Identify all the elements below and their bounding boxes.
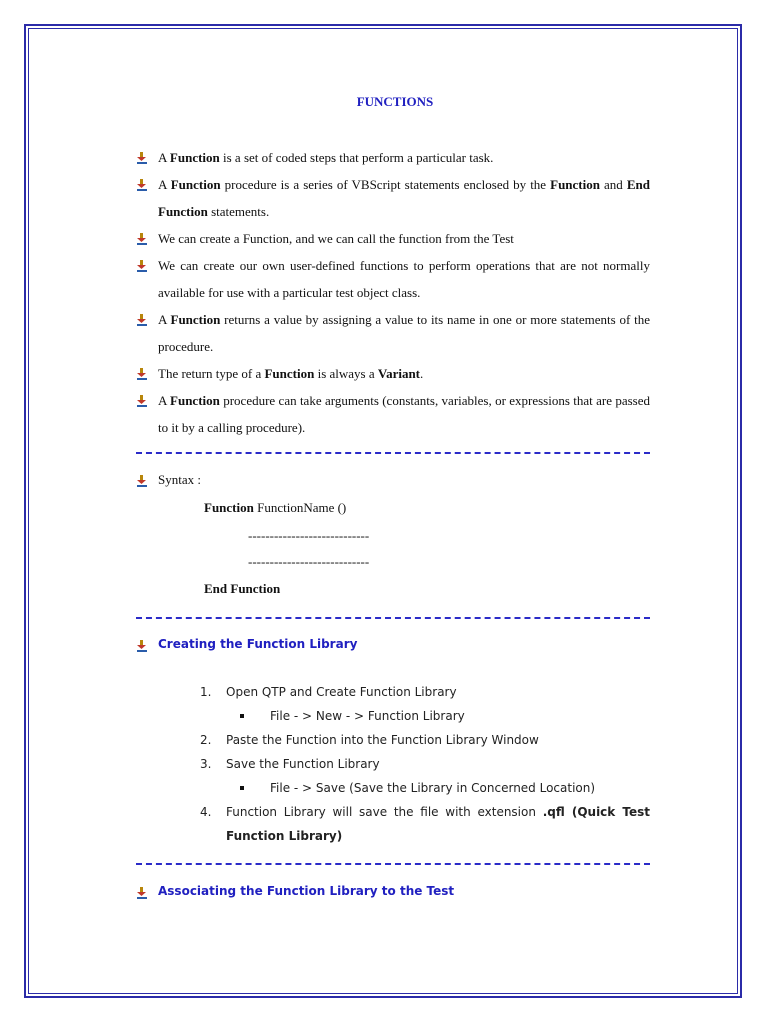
bullet-keyword: Function	[170, 177, 221, 192]
syntax-label: Syntax :	[158, 472, 201, 487]
bullet-text: statements.	[207, 204, 270, 219]
section-heading-text: Creating the Function Library	[158, 637, 358, 651]
list-item	[200, 800, 650, 848]
bullet-text: and	[599, 177, 627, 192]
square-bullet-icon	[240, 786, 244, 790]
arrow-down-bullet-icon	[136, 640, 148, 652]
arrow-down-bullet-icon	[136, 179, 148, 191]
section-heading-associating-library	[136, 884, 672, 898]
list-item	[200, 680, 650, 704]
arrow-down-bullet-icon	[136, 475, 148, 487]
bullet-item	[136, 144, 650, 171]
bullet-keyword: Variant	[377, 366, 421, 381]
syntax-body-line: ----------------------------	[248, 528, 370, 543]
bullet-keyword: Function	[170, 312, 221, 327]
page-title: FUNCTIONS	[356, 94, 434, 109]
library-steps-list	[200, 680, 650, 848]
bullet-text: procedure is a series of VBScript statements enclosed by the	[220, 177, 551, 192]
syntax-signature	[204, 500, 346, 516]
bullet-text: is a set of coded steps that perform a particular task.	[219, 150, 494, 165]
bullet-text: A	[158, 150, 170, 165]
section-heading-text: Associating the Function Library to the Test	[158, 884, 455, 898]
arrow-down-bullet-icon	[136, 233, 148, 245]
bullet-text: A	[158, 312, 171, 327]
dashed-divider	[136, 617, 650, 619]
bullet-text: We can create a Function, and we can call the function from the Test	[158, 231, 514, 246]
bullet-text: is always a	[314, 366, 378, 381]
list-item	[200, 752, 650, 776]
dashed-divider	[136, 452, 650, 454]
bullet-item	[136, 225, 650, 252]
bullet-item	[136, 252, 650, 306]
arrow-down-bullet-icon	[136, 260, 148, 272]
sub-list-item	[200, 776, 650, 800]
bullet-item	[136, 171, 650, 225]
step-text: Paste the Function into the Function Library Window	[226, 733, 539, 747]
dashed-divider	[136, 863, 650, 865]
section-heading-creating-library	[136, 637, 672, 651]
bullet-text: returns a value by assigning a value to its name in one or more statements of the procedure.	[158, 312, 651, 354]
step-text: Save the Function Library	[226, 757, 380, 771]
bullet-item	[136, 387, 650, 441]
syntax-keyword: Function	[204, 500, 254, 515]
bullet-keyword: Function	[169, 150, 220, 165]
step-number: 1.	[200, 685, 212, 699]
bullet-text: .	[420, 366, 424, 381]
sub-step-text: File - > Save (Save the Library in Concerned Location)	[270, 781, 596, 795]
step-text: Function Library will save the file with extension	[226, 805, 543, 819]
step-number: 3.	[200, 757, 212, 771]
function-bullets	[136, 144, 650, 441]
syntax-function-name: FunctionName ()	[253, 500, 347, 515]
arrow-down-bullet-icon	[136, 395, 148, 407]
step-number: 4.	[200, 805, 212, 819]
syntax-end: End Function	[204, 581, 281, 596]
syntax-body-line: ----------------------------	[248, 554, 370, 569]
bullet-keyword: End Function	[158, 177, 651, 219]
arrow-down-bullet-icon	[136, 152, 148, 164]
bullet-keyword: Function	[170, 393, 220, 408]
arrow-down-bullet-icon	[136, 314, 148, 326]
square-bullet-icon	[240, 714, 244, 718]
bullet-text: A	[158, 393, 171, 408]
sub-step-text: File - > New - > Function Library	[270, 709, 465, 723]
bullet-item	[136, 360, 650, 387]
arrow-down-bullet-icon	[136, 887, 148, 899]
arrow-down-bullet-icon	[136, 368, 148, 380]
step-bold-text: .qfl (Quick Test Function Library)	[226, 805, 650, 843]
step-text: Open QTP and Create Function Library	[226, 685, 457, 699]
list-item	[200, 728, 650, 752]
step-number: 2.	[200, 733, 212, 747]
bullet-keyword: Function	[550, 177, 600, 192]
bullet-text: procedure can take arguments (constants, variables, or expressions that are passed to it by a calling procedure).	[158, 393, 651, 435]
sub-list-item	[200, 704, 650, 728]
bullet-item	[136, 306, 650, 360]
bullet-text: The return type of a	[158, 366, 265, 381]
bullet-text: A	[158, 177, 171, 192]
bullet-text: We can create our own user-defined functions to perform operations that are not normally available for use with a particular test object class.	[158, 258, 650, 300]
syntax-label-row	[136, 472, 201, 488]
bullet-keyword: Function	[264, 366, 315, 381]
